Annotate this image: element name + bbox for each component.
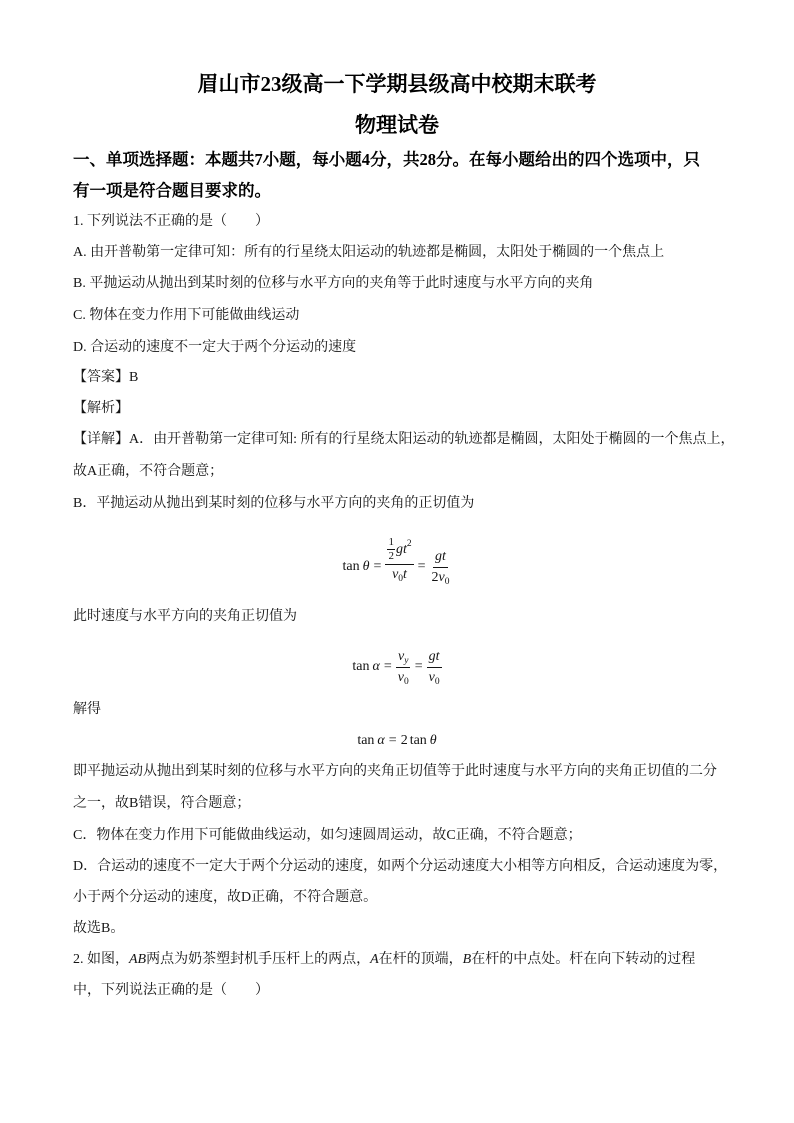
eq2-v0-subscript: 0 [403, 676, 409, 687]
explanation-a-line-1 [73, 430, 735, 450]
eq1-lhs-var: θ [362, 559, 370, 574]
eq1-exponent: 2 [406, 538, 412, 549]
eq1-half-fraction [387, 536, 395, 563]
eq1-fraction-2-numerator [433, 548, 448, 568]
eq2-fraction-2-denominator [427, 668, 442, 687]
eq1-gt: gt [395, 541, 407, 557]
q2-part: 两点为奶茶塑封机手压杆上的两点， [146, 952, 371, 967]
detail-label: 【详解】 [73, 432, 129, 447]
q1-option-c: C. 物体在变力作用下可能做曲线运动 [73, 308, 300, 323]
eq2-fraction-2-numerator [427, 648, 442, 668]
eq2-f2-v: v [428, 669, 435, 685]
eq1-lhs-func: tan [342, 559, 360, 574]
eq1-v-subscript: 0 [398, 574, 404, 584]
eq1-fraction-2-denominator [429, 568, 451, 587]
eq1-f2-v: v [438, 569, 445, 585]
q2-stem-line-1 [73, 950, 695, 970]
eq1-fraction-1-numerator [385, 536, 413, 565]
exam-subtitle: 物理试卷 [355, 113, 439, 137]
eq3-lhs-func: tan [357, 733, 375, 748]
explanation-c-line-1: C．物体在变力作用下可能做曲线运动，如匀速圆周运动，故C正确，不符合题意； [73, 828, 582, 843]
eq1-fraction-1 [385, 536, 413, 598]
eq2-equals-2: = [414, 659, 423, 674]
q1-option-b: B. 平抛运动从抛出到某时刻的位移与水平方向的夹角等于此时速度与水平方向的夹角 [73, 276, 594, 291]
eq1-half-numerator: 1 [388, 536, 394, 548]
eq1-half-denominator: 2 [388, 550, 394, 562]
eq3-rhs-func: tan [409, 733, 427, 748]
q2-part: 在杆的顶端， [378, 952, 463, 967]
eq2-equals-1: = [383, 659, 392, 674]
q1-option-d: D. 合运动的速度不一定大于两个分运动的速度 [73, 340, 357, 355]
q2-point-a: A [370, 952, 379, 967]
eq2-vy-subscript: y [404, 655, 409, 666]
q1-stem: 1. 下列说法不正确的是（ ） [73, 214, 269, 229]
eq3-lhs-var: α [377, 733, 385, 748]
eq1-f2-gt: gt [435, 548, 446, 564]
eq1-f2-coef: 2 [431, 569, 439, 585]
q2-part: 2. 如图， [73, 952, 129, 967]
eq3-coef: 2 [400, 733, 408, 748]
equation-tan-alpha [0, 645, 794, 689]
eq3-equals: = [388, 733, 397, 748]
explanation-b-line-5: 之一，故B错误，符合题意； [73, 796, 251, 811]
answer-label: 【答案】 [73, 370, 129, 385]
eq1-fraction-2 [429, 548, 451, 587]
q2-point-b: B [462, 952, 472, 967]
q1-answer [73, 368, 138, 388]
section-header-line-2: 有一项是符合题目要求的。 [73, 181, 271, 200]
explanation-conclusion: 故选B。 [73, 921, 125, 936]
analysis-label: 【解析】 [73, 401, 129, 416]
q2-stem-line-2: 中，下列说法正确的是（ ） [73, 983, 269, 998]
eq2-v0: v [397, 669, 404, 685]
q1-option-a: A. 由开普勒第一定律可知：所有的行星绕太阳运动的轨迹都是椭圆，太阳处于椭圆的一个焦点上 [73, 245, 665, 260]
eq1-t: t [403, 567, 407, 582]
eq2-fraction-1-denominator [396, 668, 411, 687]
explanation-b-line-2: 此时速度与水平方向的夹角正切值为 [73, 609, 297, 624]
equation-tan-theta [0, 532, 794, 602]
eq1-equals-1: = [373, 559, 382, 574]
eq2-lhs-var: α [372, 659, 380, 674]
eq2-fraction-1-numerator [396, 648, 410, 668]
eq2-vy: v [398, 648, 405, 664]
explanation-a-text: A．由开普勒第一定律可知: 所有的行星绕太阳运动的轨迹都是椭圆，太阳处于椭圆的一个焦点上， [129, 432, 735, 447]
eq1-fraction-1-denominator [390, 565, 409, 598]
eq1-v: v [392, 567, 399, 582]
eq2-gt: gt [428, 648, 440, 664]
explanation-d-line-1: D．合运动的速度不一定大于两个分运动的速度，如两个分运动速度大小相等方向相反，合运动速度为零， [73, 859, 728, 874]
explanation-b-line-4: 即平抛运动从抛出到某时刻的位移与水平方向的夹角正切值等于此时速度与水平方向的夹角正切值的二分 [73, 764, 717, 779]
eq2-f2-v-subscript: 0 [434, 676, 440, 687]
explanation-d-line-2: 小于两个分运动的速度，故D正确，不符合题意。 [73, 890, 378, 905]
section-header-line-1: 一、单项选择题：本题共7小题，每小题4分，共28分。在每小题给出的四个选项中，只 [73, 150, 700, 169]
eq2-lhs-func: tan [352, 659, 370, 674]
explanation-b-line-3: 解得 [73, 702, 101, 717]
answer-value: B [129, 370, 139, 385]
explanation-b-line-1: B．平抛运动从抛出到某时刻的位移与水平方向的夹角的正切值为 [73, 496, 475, 511]
eq2-fraction-2 [427, 648, 442, 687]
explanation-a-line-2: 故A正确，不符合题意； [73, 464, 224, 479]
eq3-rhs-var: θ [429, 733, 437, 748]
eq2-fraction-1 [396, 648, 411, 687]
q2-part: 在杆的中点处。杆在向下转动的过程 [471, 952, 696, 967]
q2-points-ab: AB [129, 952, 147, 967]
equation-result [0, 731, 794, 751]
exam-title: 眉山市23级高一下学期县级高中校期末联考 [197, 72, 597, 96]
eq1-equals-2: = [417, 559, 426, 574]
eq1-f2-v-subscript: 0 [444, 576, 450, 587]
